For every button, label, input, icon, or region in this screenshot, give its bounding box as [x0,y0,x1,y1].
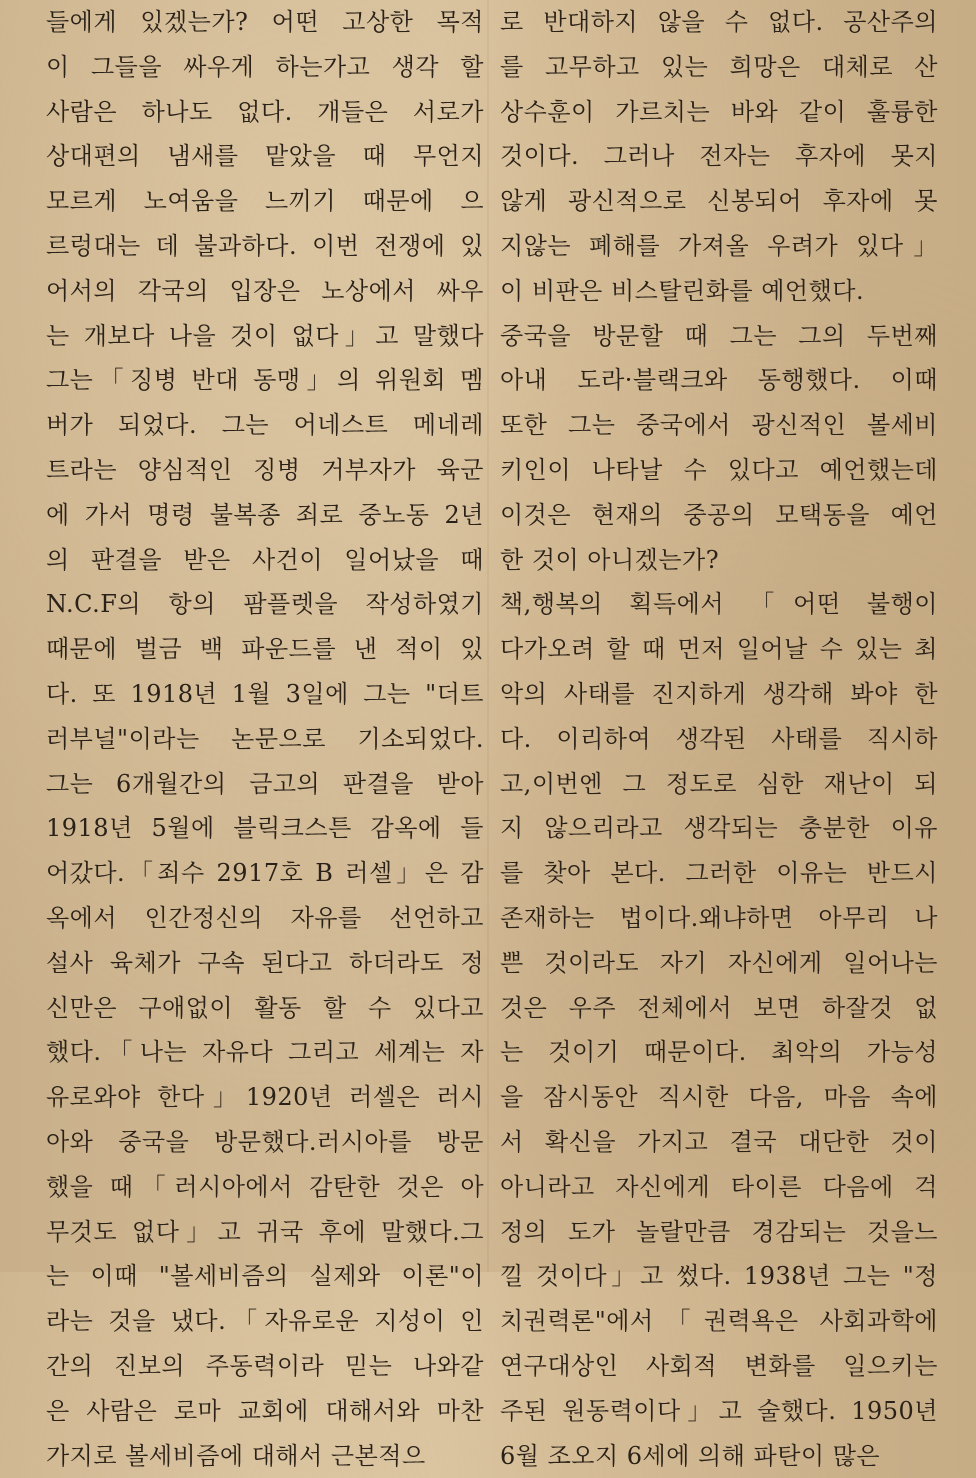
text-line: 서 확신을 가지고 결국 대단한 것이 [500,1120,938,1165]
text-line: 정의 도가 놀랄만큼 경감되는 것을느 [500,1210,938,1255]
text-line: 했다.「나는 자유다 그리고 세계는 자 [46,1030,484,1075]
text-line: 무것도 없다」고 귀국 후에 말했다.그 [46,1210,484,1255]
text-line: 을 잠시동안 직시한 다음, 마음 속에 [500,1075,938,1120]
text-line: 유로와야 한다」1920년 러셀은 러시 [46,1075,484,1120]
text-line: 사람은 하나도 없다. 개들은 서로가 [46,90,484,135]
text-line: 책,행복의 획득에서 「어떤 불행이 [500,582,938,627]
text-line: 어서의 각국의 입장은 노상에서 싸우 [46,269,484,314]
text-line: 라는 것을 냈다.「자유로운 지성이 인 [46,1299,484,1344]
right-text-column [500,0,938,1478]
text-line: 이것은 현재의 중공의 모택동을 예언 [500,493,938,538]
text-line: 키인이 나타날 수 있다고 예언했는데 [500,448,938,493]
text-line: 의 판결을 받은 사건이 일어났을 때 [46,538,484,583]
text-line: 낄 것이다」고 썼다. 1938년 그는 "정 [500,1254,938,1299]
text-line: 에 가서 명령 불복종 죄로 중노동 2년 [46,493,484,538]
text-line: 중국을 방문할 때 그는 그의 두번째 [500,314,938,359]
column-gutter [487,0,489,1272]
text-line: 지않는 폐해를 가져올 우려가 있다」 [500,224,938,269]
text-line: 다. 또 1918년 1월 3일에 그는 "더트 [46,672,484,717]
text-line: 상대편의 냄새를 맡았을 때 무언지 [46,134,484,179]
text-line: 존재하는 법이다.왜냐하면 아무리 나 [500,896,938,941]
text-line: 그는「징병 반대 동맹」의 위원회 멤 [46,358,484,403]
text-line: 지 않으리라고 생각되는 충분한 이유 [500,806,938,851]
text-line: 것이다. 그러나 전자는 후자에 못지 [500,134,938,179]
text-line: 들에게 있겠는가? 어떤 고상한 목적 [46,0,484,45]
text-line: 를 고무하고 있는 희망은 대체로 산 [500,45,938,90]
left-text-column [46,0,484,1478]
text-line: 를 찾아 본다. 그러한 이유는 반드시 [500,851,938,896]
text-line: 상수훈이 가르치는 바와 같이 훌륭한 [500,90,938,135]
text-line: 는 개보다 나을 것이 없다」고 말했다 [46,314,484,359]
text-line: 어갔다.「죄수 2917호 B 러셀」은 감 [46,851,484,896]
text-line: 버가 되었다. 그는 어네스트 메네레 [46,403,484,448]
text-line: 아와 중국을 방문했다.러시아를 방문 [46,1120,484,1165]
text-line: 것은 우주 전체에서 보면 하잘것 없 [500,986,938,1031]
text-line: 트라는 양심적인 징병 거부자가 육군 [46,448,484,493]
text-line: 쁜 것이라도 자기 자신에게 일어나는 [500,941,938,986]
text-line: 다가오려 할 때 먼저 일어날 수 있는 최 [500,627,938,672]
text-line: 는 이때 "볼세비즘의 실제와 이론"이 [46,1254,484,1299]
text-line: 은 사람은 로마 교회에 대해서와 마찬 [46,1389,484,1434]
text-line: 연구대상인 사회적 변화를 일으키는 [500,1344,938,1389]
text-line: 옥에서 인간정신의 자유를 선언하고 [46,896,484,941]
text-line: 주된 원동력이다」고 술했다. 1950년 [500,1389,938,1434]
text-line: 또한 그는 중국에서 광신적인 볼세비 [500,403,938,448]
text-line: 가지로 볼세비즘에 대해서 근본적으 [46,1434,484,1478]
text-line: 고,이번엔 그 정도로 심한 재난이 되 [500,762,938,807]
text-line: 다. 이리하여 생각된 사태를 직시하 [500,717,938,762]
text-line: 는 것이기 때문이다. 최악의 가능성 [500,1030,938,1075]
text-line: 아내 도라·블랙크와 동행했다. 이때 [500,358,938,403]
text-line: 아니라고 자신에게 타이른 다음에 걱 [500,1165,938,1210]
text-line: 그는 6개월간의 금고의 판결을 받아 [46,762,484,807]
text-line: 르렁대는 데 불과하다. 이번 전쟁에 있 [46,224,484,269]
text-line: 했을 때「러시아에서 감탄한 것은 아 [46,1165,484,1210]
text-line: N.C.F의 항의 팜플렛을 작성하였기 [46,582,484,627]
text-line: 이 비판은 비스탈린화를 예언했다. [500,269,938,314]
text-line: 때문에 벌금 백 파운드를 낸 적이 있 [46,627,484,672]
text-line: 않게 광신적으로 신봉되어 후자에 못 [500,179,938,224]
text-line: 치권력론"에서「권력욕은 사회과학에 [500,1299,938,1344]
text-line: 신만은 구애없이 활동 할 수 있다고 [46,986,484,1031]
text-line: 6월 조오지 6세에 의해 파탄이 많은 [500,1434,938,1478]
text-line: 간의 진보의 주동력이라 믿는 나와같 [46,1344,484,1389]
text-line: 설사 육체가 구속 된다고 하더라도 정 [46,941,484,986]
text-line: 1918년 5월에 블릭크스튼 감옥에 들 [46,806,484,851]
text-line: 모르게 노여움을 느끼기 때문에 으 [46,179,484,224]
text-line: 이 그들을 싸우게 하는가고 생각 할 [46,45,484,90]
text-line: 악의 사태를 진지하게 생각해 봐야 한 [500,672,938,717]
text-line: 러부널"이라는 논문으로 기소되었다. [46,717,484,762]
text-line: 로 반대하지 않을 수 없다. 공산주의 [500,0,938,45]
text-line: 한 것이 아니겠는가? [500,538,938,583]
